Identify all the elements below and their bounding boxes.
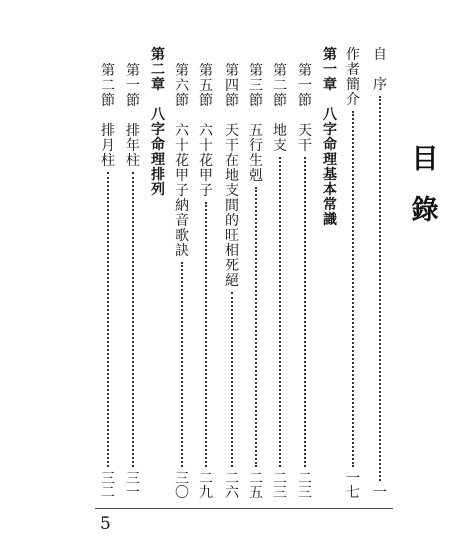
toc-page-number: 三 二 [101,471,115,501]
toc-page-number: 二 五 [249,471,263,501]
toc-leader-dots [304,157,306,467]
toc-entry-label: 第 三 節 五 行 生 剋 [249,63,263,184]
toc-entry-label: 第 二 節 排 月 柱 [101,63,115,169]
toc-entry-label: 第 一 節 天 干 [298,63,312,154]
toc-entry-label: 第 四 節 天 干 在 地 支 間 的 旺 相 死 絕 [225,63,239,289]
toc-leader-dots [255,187,257,467]
toc-leader-dots [205,202,207,467]
toc-page-number: 一 七 [346,471,360,501]
toc-entry-label: 第 二 章 八 字 命 理 排 列 [151,47,165,198]
toc-entry-label: 第 一 節 排 年 柱 [126,63,140,169]
toc-title [408,146,442,224]
toc-entry-label: 第 一 章 八 字 命 理 基 本 常 識 [323,47,337,228]
toc-leader-dots [231,292,233,467]
toc-page-number: 二 六 [225,471,239,501]
toc-page-number: 三 一 [126,471,140,501]
toc-leader-dots [379,96,381,481]
toc-entry-label: 第 六 節 六 十 花 甲 子 納 音 歌 訣 [175,63,189,259]
toc-entry-label: 第 二 節 地 支 [273,63,287,154]
title-char-1: 目 [411,144,439,175]
toc-entry-label: 第 五 節 六 十 花 甲 子 [199,63,213,199]
toc-page-number: 二 九 [199,471,213,501]
toc-leader-dots [352,111,354,467]
page-number: 5 [100,514,111,534]
toc-leader-dots [279,157,281,467]
toc-leader-dots [181,262,183,467]
toc-page-number: 二 三 [298,471,312,501]
toc-page-number: 二 三 [273,471,287,501]
toc-entry-label: 作 者 簡 介 [346,47,360,108]
toc-page-number: 一 [373,485,387,501]
toc-page-number: 三 〇 [175,471,189,501]
title-char-2: 錄 [411,195,439,226]
toc-entry-label: 自 序 [373,47,387,93]
toc-leader-dots [107,172,109,467]
footer-rule [95,508,393,509]
toc-leader-dots [132,172,134,467]
